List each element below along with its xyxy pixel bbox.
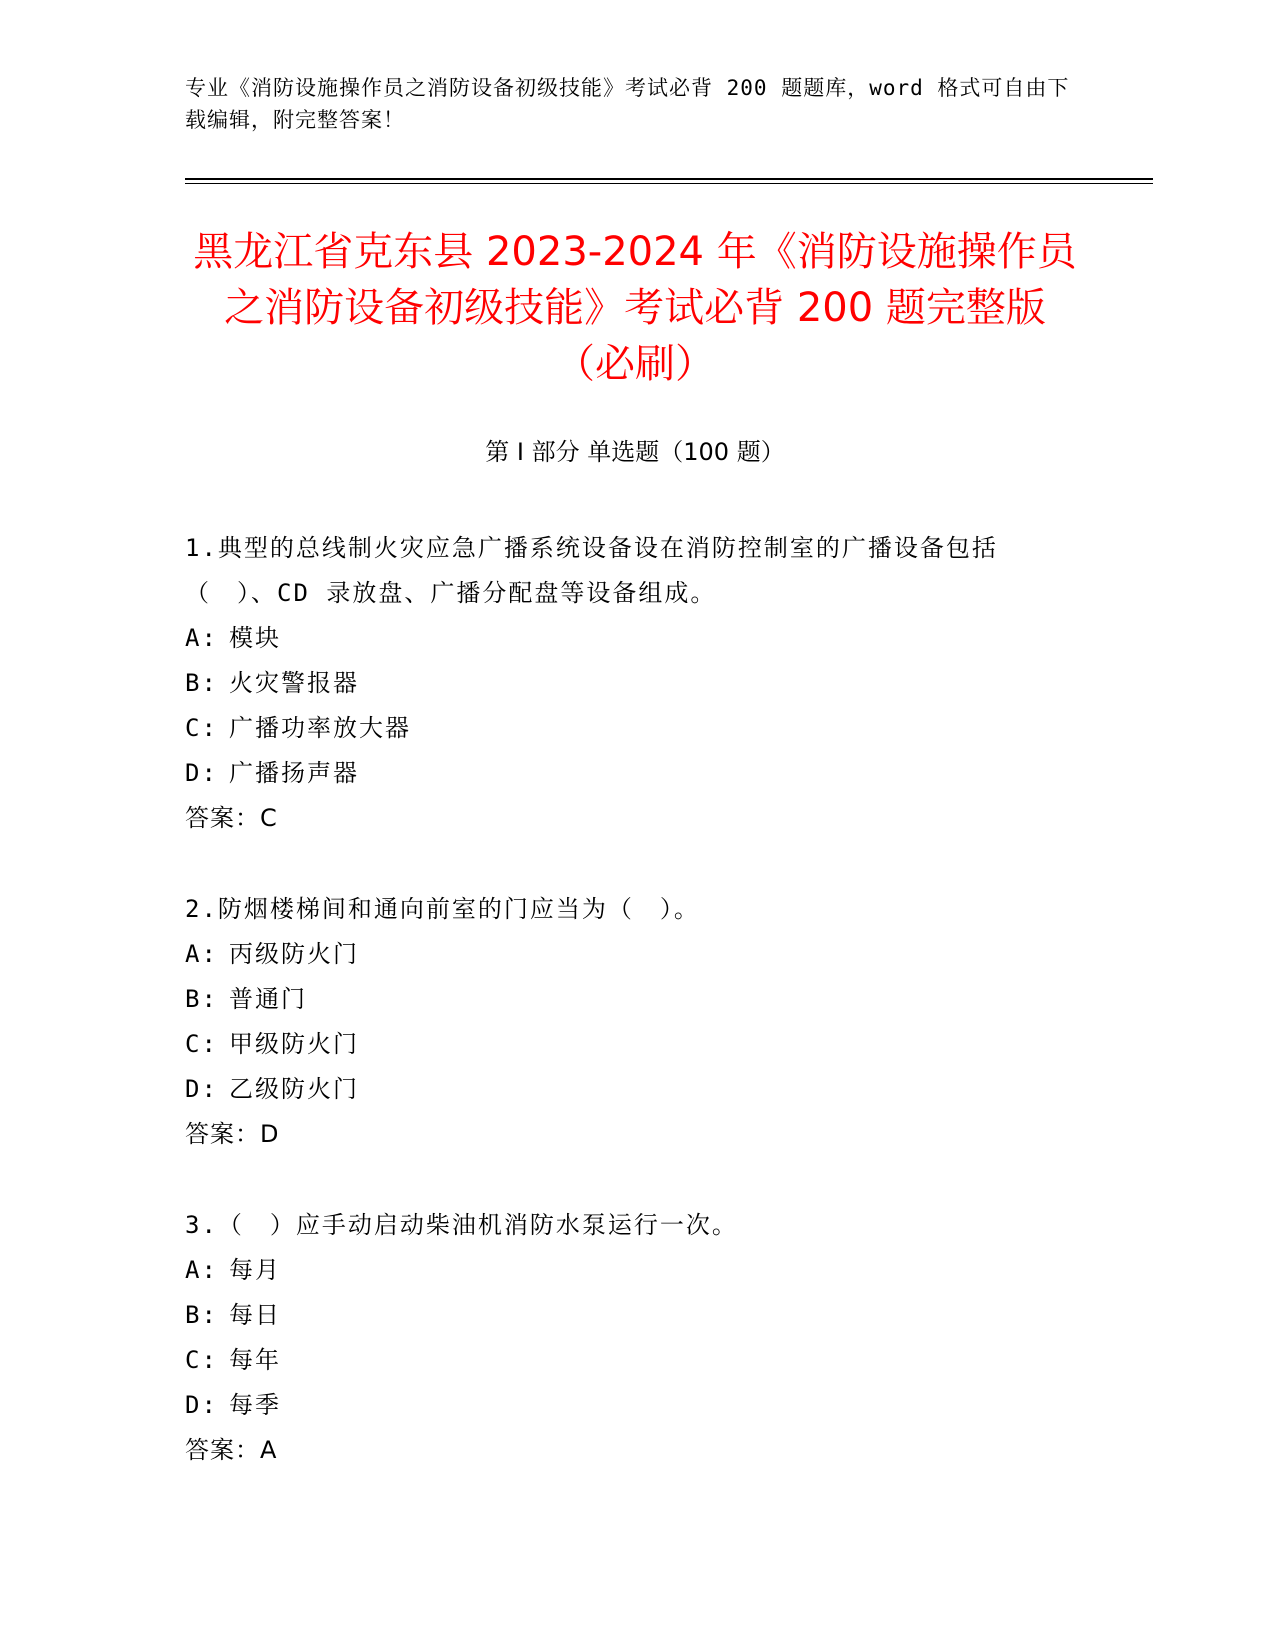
header-divider-thin bbox=[185, 183, 1153, 184]
option-text: 广播扬声器 bbox=[229, 759, 359, 787]
option-a bbox=[185, 616, 1065, 661]
option-a bbox=[185, 932, 1065, 977]
option-d bbox=[185, 1383, 1065, 1428]
option-b bbox=[185, 977, 1065, 1022]
option-b bbox=[185, 661, 1065, 706]
option-a bbox=[185, 1248, 1065, 1293]
option-text: 丙级防火门 bbox=[229, 940, 359, 968]
option-letter: C: bbox=[185, 1346, 218, 1374]
answer-line: 答案：D bbox=[185, 1120, 280, 1148]
option-letter: B: bbox=[185, 985, 218, 1013]
document-title: 黑龙江省克东县 2023-2024 年《消防设施操作员之消防设备初级技能》考试必背 200 题完整版（必刷） bbox=[193, 229, 1077, 387]
option-letter: D: bbox=[185, 759, 218, 787]
question-stem: 1.典型的总线制火灾应急广播系统设备设在消防控制室的广播设备包括（ ）、CD 录放盘、广播分配盘等设备组成。 bbox=[185, 534, 998, 607]
option-text: 每日 bbox=[229, 1301, 281, 1329]
option-c bbox=[185, 1338, 1065, 1383]
option-letter: D: bbox=[185, 1391, 218, 1419]
option-text: 每月 bbox=[229, 1256, 281, 1284]
answer-line: 答案：C bbox=[185, 804, 278, 832]
option-text: 普通门 bbox=[229, 985, 307, 1013]
option-text: 模块 bbox=[229, 624, 281, 652]
header-divider-thick bbox=[185, 178, 1153, 180]
header-note: 专业《消防设施操作员之消防设备初级技能》考试必背 200 题题库，word 格式可自由下载编辑，附完整答案！ bbox=[185, 76, 1070, 132]
option-letter: A: bbox=[185, 1256, 218, 1284]
option-text: 火灾警报器 bbox=[229, 669, 359, 697]
option-letter: B: bbox=[185, 1301, 218, 1329]
question-1 bbox=[185, 526, 1065, 841]
option-d bbox=[185, 751, 1065, 796]
option-letter: B: bbox=[185, 669, 218, 697]
option-letter: C: bbox=[185, 714, 218, 742]
option-letter: A: bbox=[185, 940, 218, 968]
option-c bbox=[185, 1022, 1065, 1067]
option-text: 广播功率放大器 bbox=[229, 714, 411, 742]
option-letter: C: bbox=[185, 1030, 218, 1058]
option-text: 每年 bbox=[229, 1346, 281, 1374]
section-heading: 第 I 部分 单选题（100 题） bbox=[485, 438, 785, 466]
option-letter: A: bbox=[185, 624, 218, 652]
option-d bbox=[185, 1067, 1065, 1112]
option-c bbox=[185, 706, 1065, 751]
option-text: 甲级防火门 bbox=[229, 1030, 359, 1058]
option-text: 乙级防火门 bbox=[229, 1075, 359, 1103]
option-letter: D: bbox=[185, 1075, 218, 1103]
answer-line: 答案：A bbox=[185, 1436, 278, 1464]
question-list bbox=[185, 526, 1065, 1519]
question-stem: 3.（ ）应手动启动柴油机消防水泵运行一次。 bbox=[185, 1211, 738, 1239]
option-text: 每季 bbox=[229, 1391, 281, 1419]
option-b bbox=[185, 1293, 1065, 1338]
question-2 bbox=[185, 887, 1065, 1157]
question-stem: 2.防烟楼梯间和通向前室的门应当为（ ）。 bbox=[185, 895, 700, 923]
question-3 bbox=[185, 1203, 1065, 1473]
